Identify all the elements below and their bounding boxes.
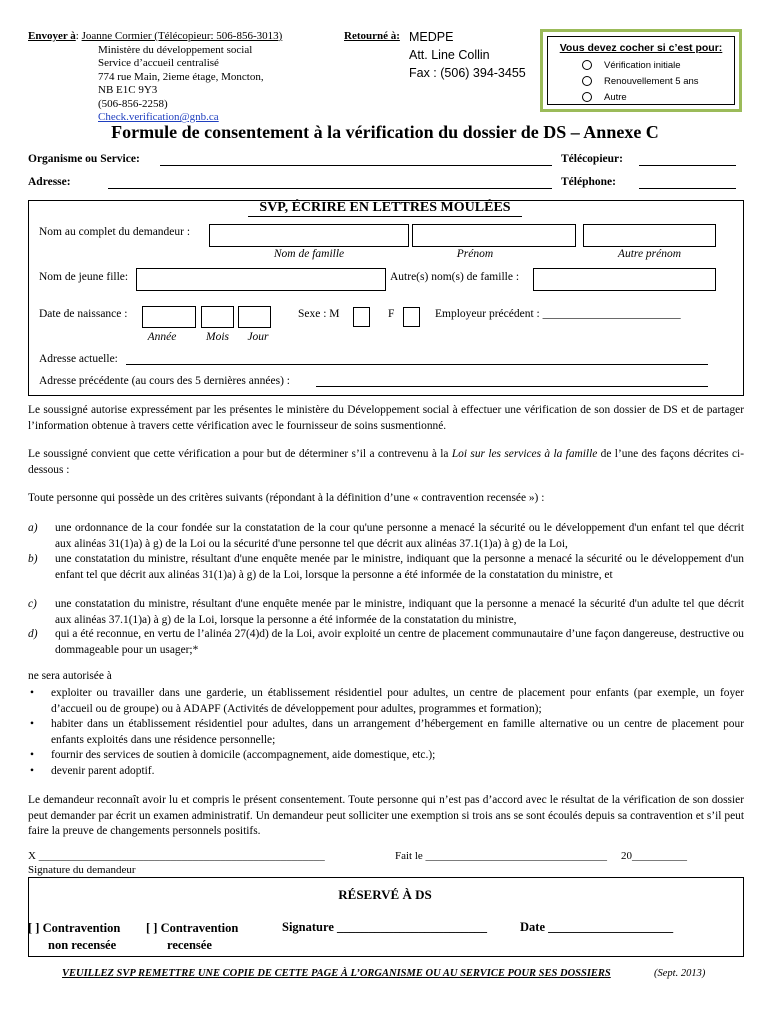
reserved-title: RÉSERVÉ À DS (338, 887, 432, 902)
option-renewal[interactable]: Renouvellement 5 ans (582, 74, 734, 90)
radio-icon[interactable] (582, 60, 592, 70)
purpose-title: Vous devez cocher si c’est pour: (559, 42, 723, 54)
email-link[interactable]: Check.verification@gnb.ca (98, 111, 219, 123)
month-caption: Mois (206, 331, 229, 343)
sex-f-label: F (388, 308, 395, 320)
return-block (409, 28, 526, 82)
other-family-input[interactable] (533, 268, 716, 291)
address-line: (506-856-2258) (98, 97, 168, 110)
dob-label: Date de naissance : (39, 308, 128, 320)
return-label: Retourné à: (344, 30, 400, 42)
phone-input[interactable] (639, 188, 736, 189)
return-line: Att. Line Collin (409, 48, 490, 62)
authorization-paragraph: Le soussigné autorise expressément par les présentes le ministère du Développement social à effectuer une vérification de son dossier de DS et de partager l’information obtenue à travers cette vérification avec le fournisseur de soins susmentionné. (28, 404, 744, 432)
option-not-recorded[interactable]: [ ] Contravention non recensée (28, 921, 121, 952)
fax-input[interactable] (639, 165, 736, 166)
not-authorized-text: ne sera autorisée à (28, 670, 112, 682)
option-recorded[interactable]: [ ] Contravention recensée (146, 921, 239, 952)
footer-date: (Sept. 2013) (654, 968, 706, 979)
phone-label: Téléphone: (561, 176, 616, 188)
org-input[interactable] (160, 165, 552, 166)
reserved-date[interactable]: Date ____________________ (520, 920, 674, 934)
prev-address-label: Adresse précédente (au cours des 5 dernières années) : (39, 375, 290, 387)
sex-f-checkbox[interactable] (403, 307, 420, 327)
address-line: Ministère du développement social (98, 43, 253, 56)
day-caption: Jour (247, 331, 269, 343)
criteria-item: c) une constatation du ministre, résultant d'une enquête menée par le ministre, indiquant que la personne a menacé la sécurité d'un adulte tel que décrit aux alinéas 37.1(1)a) à g) de la Loi, lorsque la personne a été informée de la constatation du ministre, (28, 598, 744, 626)
criteria-item: a) une ordonnance de la cour fondée sur la constatation de la cour qu'une personne a menacé la sécurité ou le développement d'un enfant tel que décrit aux alinéas 31(1)a) à g) de la Loi ou la sécurité d'une personne tel que décrit aux alinéas 37.1(1)a) à g) de la Loi, (28, 522, 744, 550)
restriction-item: • exploiter ou travailler dans une garderie, un établissement résidentiel pour adultes, un centre de placement pour enfants (par exemple, un foyer d’accueil ou de groupe) ou à ADAPF (Activités de développement pour adultes, programmes et formation); (30, 687, 744, 715)
first-name-input[interactable] (412, 224, 576, 247)
first-name-caption: Prénom (456, 248, 494, 260)
option-other[interactable]: Autre (582, 90, 734, 106)
dob-month-input[interactable] (201, 306, 234, 328)
full-name-label: Nom au complet du demandeur : (39, 226, 191, 238)
signature-label: Signature du demandeur (28, 864, 136, 876)
send-name: Joanne Cormier (Télécopieur: 506-856-3013) (81, 30, 283, 42)
signature-line[interactable]: X ____________________________________________________ (28, 850, 325, 862)
prev-address-input[interactable] (316, 386, 708, 387)
address-line: 774 rue Main, 2ieme étage, Moncton, (98, 70, 264, 83)
other-name-caption: Autre prénom (617, 248, 682, 260)
footer-note: VEUILLEZ SVP REMETTRE UNE COPIE DE CETTE PAGE À L’ORGANISME OU AU SERVICE POUR SES DOSSIERS (62, 968, 611, 979)
return-line: Fax : (506) 394-3455 (409, 66, 526, 80)
other-family-label: Autre(s) nom(s) de famille : (390, 271, 520, 283)
dob-year-input[interactable] (142, 306, 196, 328)
criteria-item: b) une constatation du ministre, résultant d'une enquête menée par le ministre, indiquant que la personne a menacé la sécurité ou le développement d'un enfant tel que décrit aux alinéas 31(1)a) à g) de la Loi, lorsque la personne a été informée de la constatation du ministre, et (28, 553, 744, 581)
year-field[interactable]: 20__________ (621, 850, 687, 862)
family-name-caption: Nom de famille (273, 248, 345, 260)
address-line: NB E1C 9Y3 (98, 84, 158, 96)
maiden-name-label: Nom de jeune fille: (39, 271, 129, 283)
restriction-item: • habiter dans un établissement résidentiel pour adultes, dans un arrangement d’hébergement en famille alternative ou un centre de placement pour enfants exploités dans une résidence personnelle; (30, 718, 744, 746)
current-address-input[interactable] (126, 364, 708, 365)
address-line: Service d’accueil centralisé (98, 57, 219, 69)
page-title: Formule de consentement à la vérification du dossier de DS – Annexe C (111, 122, 659, 142)
org-label: Organisme ou Service: (28, 153, 140, 165)
dob-day-input[interactable] (238, 306, 271, 328)
restriction-item: • devenir parent adoptif. (30, 765, 155, 777)
criteria-item: d) qui a été reconnue, en vertu de l’alinéa 27(4)d) de la Loi, avoir exploité un centre de placement communautaire d’une façon dangereuse, destructive ou dommageable pour un usager;* (28, 628, 744, 656)
heading-underline (248, 216, 522, 217)
done-at-field[interactable]: Fait le _________________________________ (395, 850, 608, 862)
reserved-signature[interactable]: Signature ________________________ (282, 920, 487, 934)
maiden-name-input[interactable] (136, 268, 386, 291)
other-name-input[interactable] (583, 224, 716, 247)
purpose-paragraph: Le soussigné convient que cette vérification a pour but de déterminer s’il a contrevenu à la Loi sur les services à la famille de l’une des façons décrites ci-dessous : (28, 448, 744, 476)
acknowledgement-paragraph: Le demandeur reconnaît avoir lu et compris le présent consentement. Toute personne qui n’est pas d’accord avec le résultat de la vérification de son dossier peut demander par écrit un examen administratif. Un demandeur peut solliciter une exemption si trois ans se sont écoulés depuis sa contravention et s’il peut faire la preuve de changements personnels positifs. (28, 794, 744, 837)
radio-icon[interactable] (582, 76, 592, 86)
address-input[interactable] (108, 188, 552, 189)
fax-label: Télécopieur: (561, 153, 623, 165)
sex-m-checkbox[interactable] (353, 307, 370, 327)
law-name: Loi sur les services à la famille (451, 448, 598, 460)
return-line: MEDPE (409, 30, 454, 44)
send-label: Envoyer à (28, 30, 76, 42)
sex-label: Sexe : M (298, 308, 340, 320)
family-name-input[interactable] (209, 224, 409, 247)
address-label: Adresse: (28, 176, 71, 188)
radio-icon[interactable] (582, 92, 592, 102)
purpose-checkbox-panel (540, 29, 742, 112)
print-heading: SVP, ÉCRIRE EN LETTRES MOULÉES (259, 200, 511, 215)
current-address-label: Adresse actuelle: (39, 353, 118, 365)
criteria-intro: Toute personne qui possède un des critères suivants (répondant à la définition d’une « contravention recensée ») : (28, 492, 545, 504)
year-caption: Année (147, 331, 177, 343)
sender-block: Envoyer à: Joanne Cormier (Télécopieur: 506-856-3013) Ministère du développement social Service d’accueil centralisé 774 rue Main, 2ieme étage, Moncton, NB E1C 9Y3 (506-856-2258) Check.verification@gnb.ca (28, 30, 283, 123)
restriction-item: • fournir des services de soutien à domicile (accompagnement, aide domestique, etc.); (30, 749, 436, 761)
option-initial[interactable]: Vérification initiale (582, 58, 734, 74)
prev-employer-label[interactable]: Employeur précédent : ________________________ (435, 308, 681, 320)
